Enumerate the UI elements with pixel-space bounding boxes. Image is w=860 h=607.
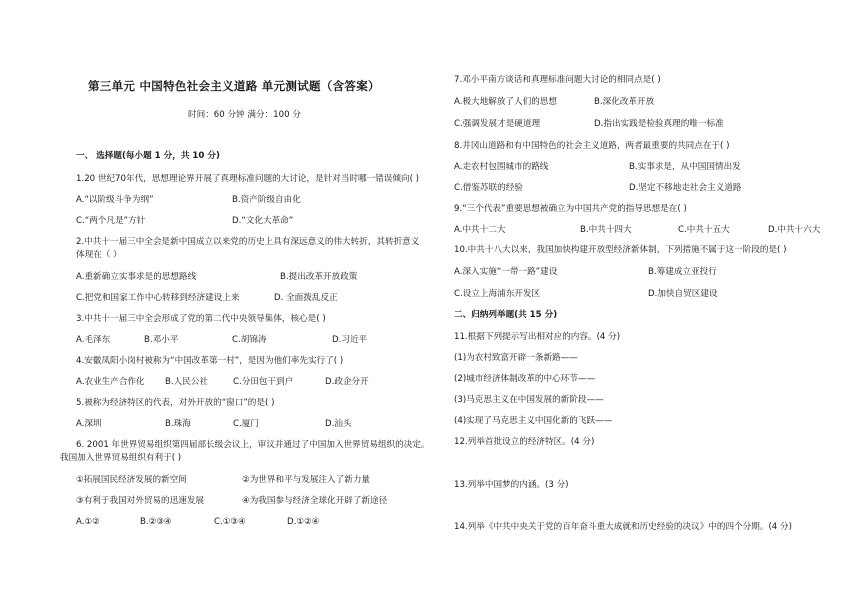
q6-option-d: D.①②④ (287, 517, 320, 527)
q9-option-c: C.中共十五大 (678, 225, 730, 235)
q3-option-d: D.习近平 (332, 335, 368, 345)
q5-option-c: C.厦门 (233, 419, 259, 429)
question-5: 5.被称为经济特区的代表，对外开放的“窗口”的是( ) (76, 398, 275, 408)
q8-option-c: C.借鉴苏联的经验 (454, 183, 523, 193)
section-1-heading: 一、 选择题(每小题 1 分，共 10 分) (76, 151, 220, 161)
question-13: 13.列举中国梦的内涵。(3 分) (454, 480, 569, 490)
question-2-cont: 体现在（ ） (76, 250, 122, 260)
q8-option-a: A.走农村包围城市的路线 (454, 162, 549, 172)
q10-option-b: B.筹建成立亚投行 (648, 267, 717, 277)
q3-option-a: A.毛泽东 (76, 335, 111, 345)
q8-option-d: D.坚定不移地走社会主义道路 (629, 183, 742, 193)
question-4: 4.安徽凤阳小岗村被称为“中国改革第一村”，是因为他们率先实行了( ) (76, 356, 344, 366)
q11-item-3: (3)马克思主义在中国发展的新阶段—— (454, 395, 604, 405)
q10-option-d: D.加快自贸区建设 (648, 289, 718, 299)
q6-statement-2: ②为世界和平与发展注入了新力量 (242, 475, 371, 485)
q10-option-a: A.深入实施“一带一路”建设 (454, 267, 558, 277)
question-3: 3.中共十一届三中全会形成了党的第二代中央领导集体，核心是( ) (76, 314, 326, 324)
q5-option-b: B.珠海 (165, 419, 191, 429)
q5-option-d: D.汕头 (325, 419, 352, 429)
q9-option-b: B.中共十四大 (580, 225, 632, 235)
q10-option-c: C.设立上海浦东开发区 (454, 289, 541, 299)
q1-option-d: D.“文化大革命” (232, 216, 294, 226)
q1-option-a: A.“以阶级斗争为纲” (76, 195, 154, 205)
q8-option-b: B.实事求是，从中国国情出发 (629, 162, 741, 172)
q2-option-b: B.提出改革开放政策 (280, 272, 358, 282)
q3-option-b: B.邓小平 (144, 335, 179, 345)
q2-option-c: C.把党和国家工作中心转移到经济建设上来 (76, 293, 240, 303)
q7-option-d: D.指出实践是检验真理的唯一标准 (594, 119, 724, 129)
q11-item-1: (1)为农村致富开辟一条新路—— (454, 353, 578, 363)
q7-option-c: C.强调发展才是硬道理 (454, 119, 541, 129)
question-12: 12.列举首批设立的经济特区。(4 分) (454, 437, 595, 447)
q6-option-a: A.①② (76, 517, 100, 527)
q6-statement-4: ④为我国参与经济全球化开辟了新途径 (242, 496, 388, 506)
question-9: 9.“三个代表”重要思想被确立为中国共产党的指导思想是在( ) (454, 204, 687, 214)
question-7: 7.邓小平南方谈话和真理标准问题大讨论的相同点是( ) (454, 75, 661, 85)
q11-item-2: (2)城市经济体制改革的中心环节—— (454, 374, 596, 384)
q2-option-a: A.重新确立实事求是的思想路线 (76, 272, 197, 282)
question-1: 1.20 世纪70年代，思想理论界开展了真理标准问题的大讨论，是针对当时哪一错误倾向( ) (76, 174, 420, 184)
question-8: 8.井冈山道路和有中国特色的社会主义道路，两者最重要的共同点在于( ) (454, 141, 730, 151)
q6-statement-1: ①拓展国民经济发展的新空间 (76, 475, 187, 485)
q6-statement-3: ③有利于我国对外贸易的迅速发展 (76, 496, 205, 506)
q4-option-d: D.政企分开 (325, 377, 369, 387)
q7-option-b: B.深化改革开放 (594, 97, 655, 107)
question-14: 14.列举《中共中央关于党的百年奋斗重大成就和历史经验的决议》中的四个分期。(4 分) (454, 522, 792, 532)
q6-option-b: B.②③④ (140, 517, 172, 527)
question-6: 6. 2001 年世界贸易组织第四届部长级会议上，审议并通过了中国加入世界贸易组织的决定。 (76, 440, 430, 450)
q4-option-a: A.农业生产合作化 (76, 377, 145, 387)
q4-option-b: B.人民公社 (165, 377, 209, 387)
q1-option-b: B.资产阶级自由化 (232, 195, 301, 205)
q7-option-a: A.极大地解放了人们的思想 (454, 97, 557, 107)
question-11: 11.根据下列提示写出相对应的内容。(4 分) (454, 332, 621, 342)
q5-option-a: A.深圳 (76, 419, 102, 429)
q4-option-c: C.分田包干到户 (233, 377, 294, 387)
q1-option-c: C.“两个凡是”方针 (76, 216, 146, 226)
q3-option-c: C.胡锦涛 (232, 335, 267, 345)
section-2-heading: 二、归纳列举题(共 15 分) (454, 310, 558, 320)
q9-option-a: A.中共十二大 (454, 225, 506, 235)
question-10: 10.中共十八大以来，我国加快构建开放型经济新体制，下列措施不属于这一阶段的是( ) (454, 245, 787, 255)
question-2: 2.中共十一届三中全会是新中国成立以来党的历史上具有深远意义的伟大转折，其转折意义 (76, 237, 420, 247)
question-6-cont: 我国加入世界贸易组织有利于( ) (60, 453, 182, 463)
q9-option-d: D.中共十六大 (768, 225, 821, 235)
q6-option-c: C.①③④ (214, 517, 246, 527)
exam-time-info: 时间：60 分钟 满分：100 分 (188, 110, 301, 120)
q2-option-d: D. 全面拨乱反正 (274, 293, 338, 303)
q11-item-4: (4)实现了马克思主义中国化新的飞跃—— (454, 416, 613, 426)
page-title: 第三单元 中国特色社会主义道路 单元测试题（含答案） (88, 79, 380, 93)
